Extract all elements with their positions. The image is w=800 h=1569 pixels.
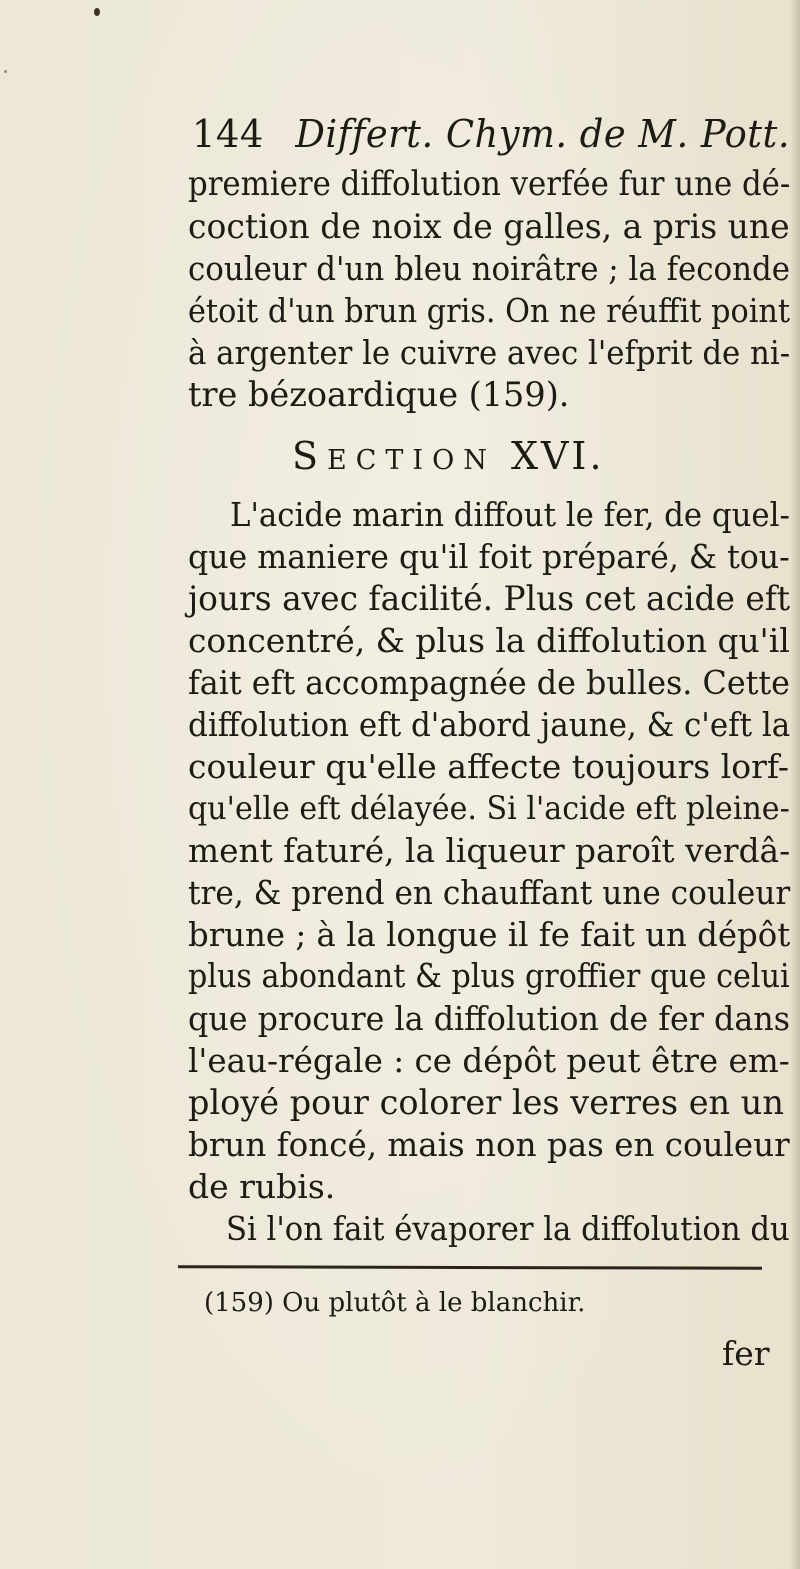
text-line: de rubis. [188, 1167, 336, 1206]
text-line: tre bézoardique (159). [188, 375, 570, 414]
catchword: fer [722, 1334, 770, 1373]
text-line: à argenter le cuivre avec l'efprit de ni- [188, 333, 791, 372]
text-line: ment faturé, la liqueur paroît verdâ- [188, 831, 791, 870]
footnote: (159) Ou plutôt à le blanchir. [204, 1288, 586, 1318]
text-line: premiere diffolution verfée fur une dé- [188, 164, 791, 203]
text-line: l'eau-régale : ce dépôt peut être em- [188, 1041, 790, 1080]
text-line: brun foncé, mais non pas en couleur [188, 1125, 790, 1164]
text-line: tre, & prend en chauffant une couleur [188, 873, 791, 912]
text-line: Si l'on fait évaporer la diffolution du [226, 1209, 790, 1248]
text-line: diffolution eft d'abord jaune, & c'eft la [188, 705, 791, 744]
ink-speck [94, 8, 100, 16]
text-line: qu'elle eft délayée. Si l'acide eft pleine- [188, 789, 790, 827]
section-heading [292, 434, 605, 478]
text-line: plus abondant & plus groffier que celui [188, 957, 790, 995]
text-line: jours avec facilité. Plus cet acide eft [188, 579, 791, 618]
page-number: 144 [192, 112, 264, 156]
text-line: que maniere qu'il foit préparé, & tou- [188, 537, 790, 576]
text-line: que procure la diffolution de fer dans [188, 999, 791, 1038]
running-title: Differt. Chym. de M. Pott. [295, 112, 791, 156]
text-line: coction de noix de galles, a pris une [188, 207, 790, 246]
text-line: couleur d'un bleu noirâtre ; la feconde [188, 249, 791, 288]
text-line: couleur qu'elle affecte toujours lorf- [188, 747, 790, 786]
page-edge [790, 0, 800, 1569]
running-header [192, 112, 790, 156]
section-label: Section [292, 434, 496, 478]
text-line: L'acide marin diffout le fer, de quel- [230, 495, 790, 534]
footnote-rule [178, 1265, 762, 1270]
ink-speck [4, 70, 7, 73]
text-line: ployé pour colorer les verres en un [188, 1083, 784, 1122]
text-line: brune ; à la longue il fe fait un dépôt [188, 915, 791, 954]
text-line: fait eft accompagnée de bulles. Cette [188, 663, 790, 702]
section-number: XVI. [510, 434, 605, 478]
text-line: étoit d'un brun gris. On ne réuffit point [188, 291, 791, 330]
text-line: concentré, & plus la diffolution qu'il [188, 621, 790, 660]
